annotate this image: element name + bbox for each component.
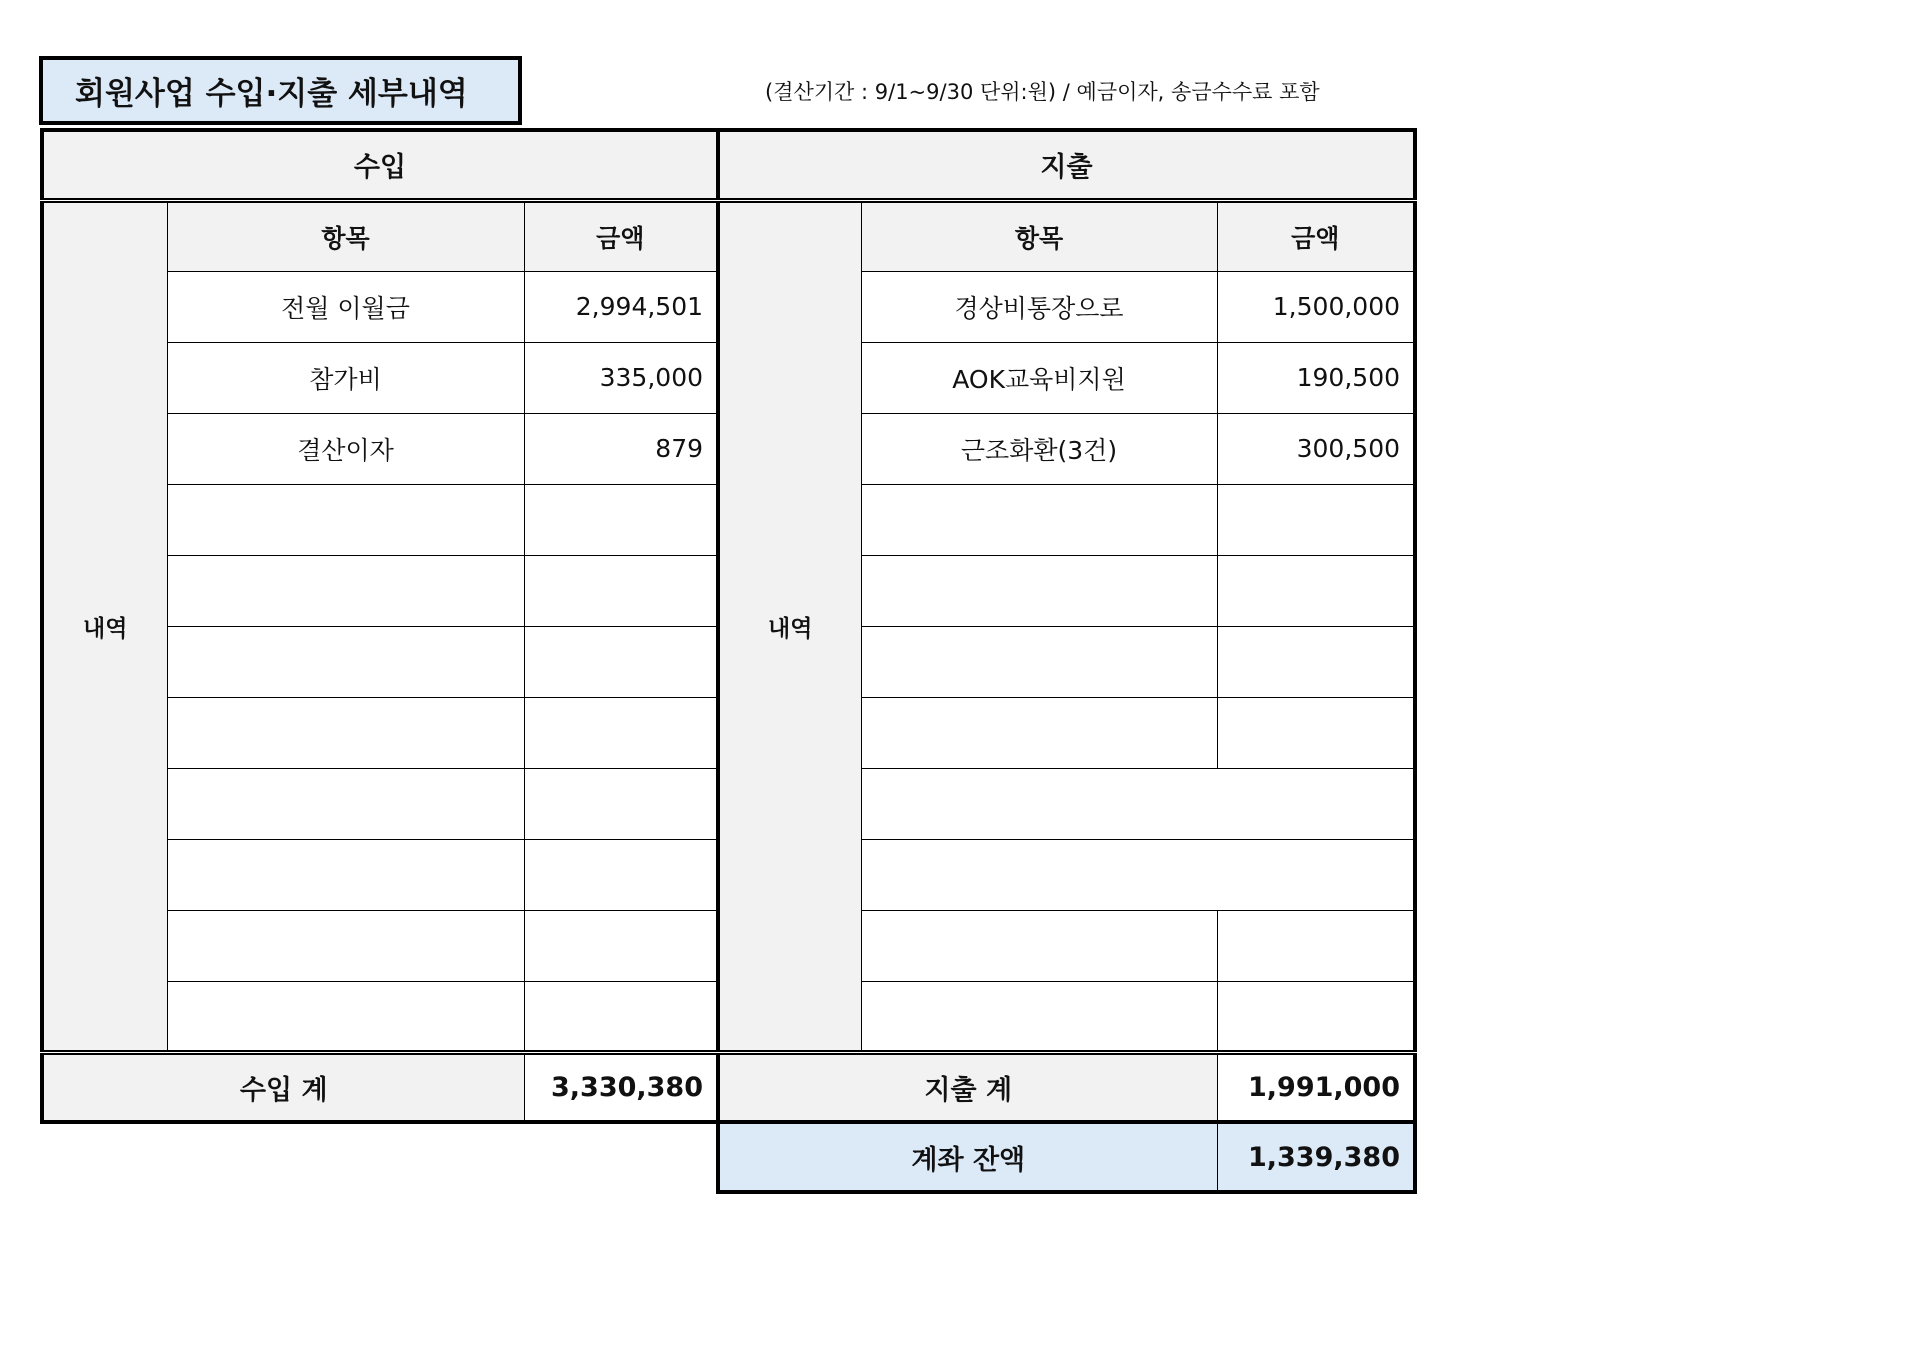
expense-total-row: [718, 1052, 1415, 1122]
period-note: (결산기간 : 9/1~9/30 단위:원) / 예금이자, 송금수수료 포함: [765, 80, 1320, 104]
expense-item: [861, 839, 1415, 910]
income-item: [167, 484, 524, 555]
expense-amount: [1217, 626, 1415, 697]
income-item: 결산이자: [167, 413, 524, 484]
expense-amount: 1,500,000: [1217, 271, 1415, 342]
expense-amount: [1217, 484, 1415, 555]
income-total-row: [42, 1052, 718, 1122]
expense-total-amount: 1,991,000: [1217, 1052, 1415, 1122]
income-item: 전월 이월금: [167, 271, 524, 342]
expense-item: [861, 981, 1217, 1052]
expense-table: [716, 128, 1417, 1124]
expense-amount: [1217, 981, 1415, 1052]
expense-item: [861, 626, 1217, 697]
expense-item: [861, 697, 1217, 768]
income-item: [167, 910, 524, 981]
expense-item: [861, 555, 1217, 626]
expense-col-item: 항목: [861, 200, 1217, 271]
expense-amount: [1217, 697, 1415, 768]
income-item: [167, 697, 524, 768]
income-amount: [524, 768, 718, 839]
balance-label: 계좌 잔액: [718, 1122, 1217, 1192]
income-amount: 879: [524, 413, 718, 484]
document-title: 회원사업 수입·지출 세부내역: [39, 56, 522, 125]
income-item: [167, 839, 524, 910]
income-item: [167, 626, 524, 697]
income-amount: [524, 555, 718, 626]
expense-amount: [1217, 555, 1415, 626]
income-row-label: 내역: [42, 200, 167, 1052]
balance-amount: 1,339,380: [1217, 1122, 1415, 1192]
income-amount: [524, 697, 718, 768]
income-amount: [524, 626, 718, 697]
income-col-item: 항목: [167, 200, 524, 271]
income-amount: [524, 484, 718, 555]
income-item: [167, 555, 524, 626]
expense-header: 지출: [718, 130, 1415, 200]
income-total-label: 수입 계: [42, 1052, 524, 1122]
expense-item: [861, 910, 1217, 981]
income-item: [167, 981, 524, 1052]
income-amount: 335,000: [524, 342, 718, 413]
expense-col-amount: 금액: [1217, 200, 1415, 271]
income-item: [167, 768, 524, 839]
income-header: 수입: [42, 130, 718, 200]
income-amount: [524, 839, 718, 910]
income-item: 참가비: [167, 342, 524, 413]
expense-amount: [1217, 910, 1415, 981]
income-amount: [524, 981, 718, 1052]
income-col-amount: 금액: [524, 200, 718, 271]
expense-amount: 300,500: [1217, 413, 1415, 484]
expense-amount: 190,500: [1217, 342, 1415, 413]
balance-table: [716, 1120, 1417, 1194]
balance-row: [718, 1122, 1415, 1192]
expense-row-label: 내역: [718, 200, 861, 1052]
income-total-amount: 3,330,380: [524, 1052, 718, 1122]
expense-item: 경상비통장으로: [861, 271, 1217, 342]
income-table: [40, 128, 720, 1124]
expense-item: [861, 484, 1217, 555]
expense-item: 근조화환(3건): [861, 413, 1217, 484]
income-amount: 2,994,501: [524, 271, 718, 342]
expense-total-label: 지출 계: [718, 1052, 1217, 1122]
expense-item: AOK교육비지원: [861, 342, 1217, 413]
income-amount: [524, 910, 718, 981]
expense-item: [861, 768, 1415, 839]
